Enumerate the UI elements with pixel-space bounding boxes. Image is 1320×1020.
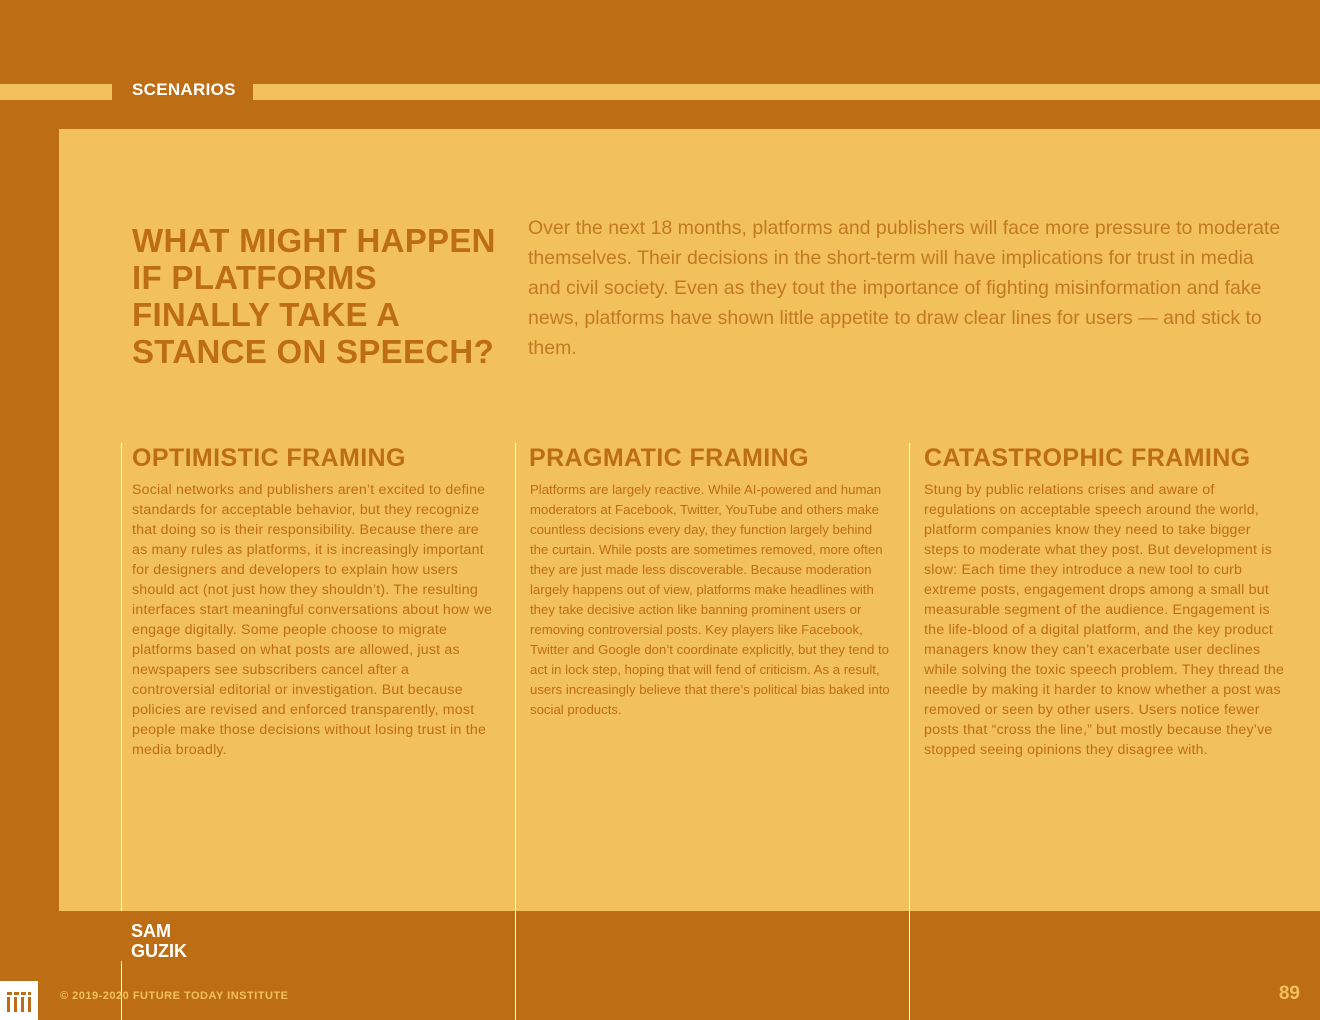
pragmatic-framing-title: PRAGMATIC FRAMING: [529, 444, 809, 472]
header-band-left: [0, 84, 112, 100]
header-band-right: [253, 84, 1320, 100]
author-last-name: GUZIK: [131, 941, 187, 961]
author-first-name: SAM: [131, 921, 171, 941]
headline: WHAT MIGHT HAPPEN IF PLATFORMS FINALLY TAKE A STANCE ON SPEECH?: [132, 222, 496, 370]
copyright: © 2019-2020 FUTURE TODAY INSTITUTE: [60, 990, 289, 1002]
catastrophic-framing-title: CATASTROPHIC FRAMING: [924, 444, 1251, 472]
intro-paragraph: Over the next 18 months, platforms and publishers will face more pressure to moderate themselves. Their decisions in the short-term will have implications for trust in media and civil society. Even as they tout the importance of fighting misinformation and fake news, platforms have shown little appetite to draw clear lines for users — and stick to them.: [528, 217, 1281, 359]
author-name: [131, 921, 187, 961]
pragmatic-framing-body: Platforms are largely reactive. While AI-powered and human moderators at Facebook, Twitter, YouTube and others make countless decisions every day, they function largely behind the curtain. While posts are sometimes removed, more often they are just made less discoverable. Because moderation largely happens out of view, platforms make headlines with they take decisive action like banning prominent users or removing controversial posts. Key players like Facebook, Twitter and Google don’t coordinate explicitly, but they tend to act in lock step, hoping that will fend of criticism. As a result, users increasingly believe that there’s political bias baked into social products.: [530, 482, 890, 717]
column-divider: [909, 443, 910, 1020]
optimistic-framing-body: Social networks and publishers aren’t excited to define standards for acceptable behavior, but they recognize that doing so is their responsibility. Because there are as many rules as platforms, it is increasingly important for designers and developers to explain how users should act (not just how they shouldn’t). The resulting interfaces start meaningful conversations about how we engage digitally. Some people choose to migrate platforms based on what posts are allowed, just as newspapers see subscribers cancel after a controversial editorial or investigation. But because policies are revised and enforced transparently, most people make those decisions without losing trust in the media broadly.: [132, 482, 493, 758]
author-callout-tail: [200, 911, 252, 961]
optimistic-framing-title: OPTIMISTIC FRAMING: [132, 444, 406, 472]
fti-logo-icon: [0, 981, 38, 1020]
page-number: 89: [1278, 983, 1300, 1004]
catastrophic-framing-body: Stung by public relations crises and aware of regulations on acceptable speech around the world, platform companies know they need to take bigger steps to moderate what they post. But development is slow: Each time they introduce a new tool to curb extreme posts, engagement drops among a small but measurable segment of the audience. Engagement is the life-blood of a digital platform, and the key product managers know they can’t exacerbate user declines while solving the toxic speech problem. They thread the needle by making it harder to know whether a post was removed or seen by other users. Users notice fewer posts that “cross the line,” but mostly because they’ve stopped seeing opinions they disagree with.: [924, 482, 1285, 758]
section-label: SCENARIOS: [132, 80, 236, 99]
column-divider: [515, 443, 516, 1020]
